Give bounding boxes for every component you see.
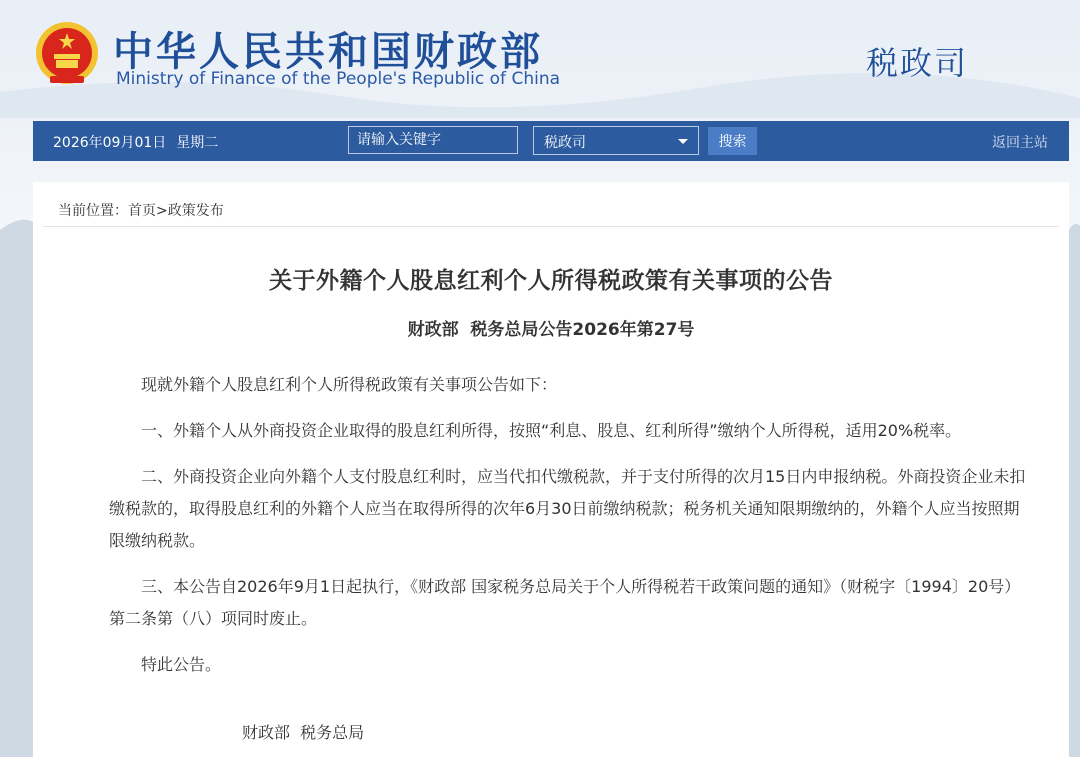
main-content bbox=[33, 182, 1069, 757]
paragraph: 一、外籍个人从外商投资企业取得的股息红利所得，按照“利息、股息、红利所得”缴纳个人所得税，适用20%税率。 bbox=[141, 421, 962, 440]
document-signature: 财政部 税务总局 bbox=[242, 723, 365, 742]
scope-select[interactable] bbox=[533, 126, 699, 155]
site-title-cn: 中华人民共和国财政部 bbox=[113, 29, 543, 75]
department-name: 税政司 bbox=[866, 44, 969, 82]
search-button[interactable]: 搜索 bbox=[708, 127, 757, 155]
nav-bar bbox=[33, 121, 1069, 161]
breadcrumb-section-link[interactable]: 政策发布 bbox=[167, 203, 224, 219]
document-title: 关于外籍个人股息红利个人所得税政策有关事项的公告 bbox=[269, 268, 833, 294]
national-emblem-icon bbox=[34, 20, 100, 90]
document-number: 财政部 税务总局公告2026年第27号 bbox=[407, 320, 695, 340]
search-input[interactable] bbox=[348, 126, 518, 154]
divider bbox=[43, 226, 1059, 227]
scope-select-value: 税政司 bbox=[544, 135, 586, 151]
paragraph: 二、外商投资企业向外籍个人支付股息红利时，应当代扣代缴税款，并于支付所得的次月15日内申报纳税。外商投资企业未扣缴税款的，取得股息红利的外籍个人应当在取得所得的次年6月30日前缴纳税款；税务机关通知限期缴纳的，外籍个人应当按照期限缴纳税款。 bbox=[109, 467, 1026, 550]
breadcrumb-prefix: 当前位置： bbox=[58, 203, 128, 219]
breadcrumb-home-link[interactable]: 首页 bbox=[128, 203, 156, 219]
site-title-en: Ministry of Finance of the People's Republic of China bbox=[116, 69, 561, 89]
current-date bbox=[53, 132, 228, 152]
paragraph: 现就外籍个人股息红利个人所得税政策有关事项公告如下： bbox=[141, 375, 558, 394]
paragraph: 特此公告。 bbox=[141, 655, 222, 674]
date-text: 2026年09月01日 bbox=[53, 135, 167, 151]
breadcrumb bbox=[58, 200, 224, 220]
site-header bbox=[0, 0, 1080, 118]
document-body bbox=[109, 369, 1029, 695]
chevron-down-icon bbox=[678, 139, 688, 144]
paragraph: 三、本公告自2026年9月1日起执行，《财政部 国家税务总局关于个人所得税若干政策问题的通知》（财税字〔1994〕20号）第二条第（八）项同时废止。 bbox=[109, 577, 1021, 628]
weekday-text: 星期二 bbox=[176, 135, 219, 151]
back-home-link[interactable]: 返回主站 bbox=[992, 135, 1048, 151]
breadcrumb-separator: > bbox=[156, 203, 168, 219]
